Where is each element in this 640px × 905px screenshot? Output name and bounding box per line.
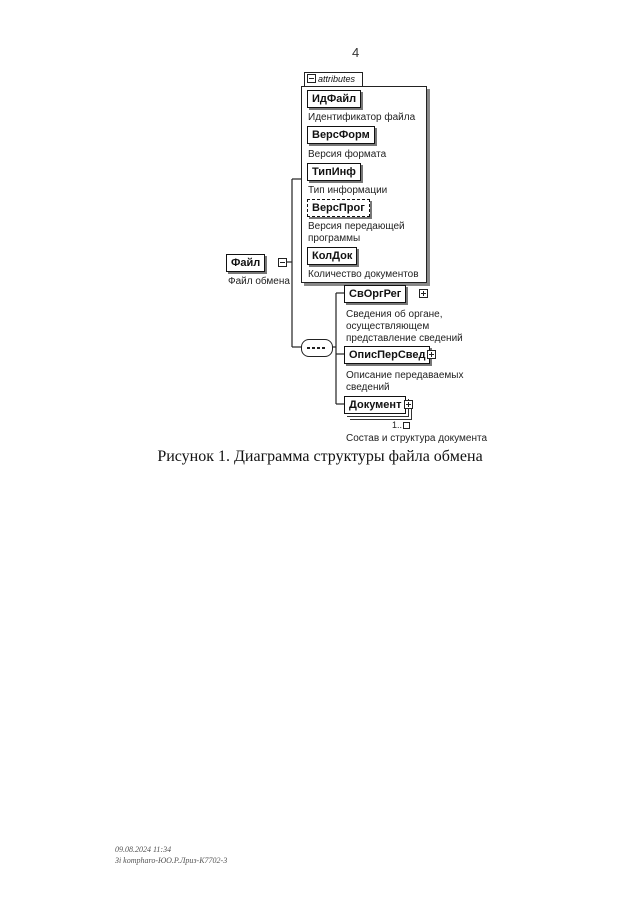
attribute-idfile-description: Идентификатор файла <box>308 112 416 123</box>
sequence-compositor-icon[interactable] <box>301 339 333 357</box>
attribute-versprog[interactable]: ВерсПрог <box>307 199 370 217</box>
attribute-versprog-description <box>308 221 405 245</box>
element-opispersved[interactable]: ОписПерСвед <box>344 346 430 364</box>
attribute-versprog-description-line-1: Версия передающей <box>308 221 405 232</box>
attributes-tab[interactable] <box>304 72 363 86</box>
element-opispersved-description <box>346 370 463 394</box>
attribute-koldok[interactable]: КолДок <box>307 247 357 265</box>
footer-reference: Зі kompharo-ЮО.Р.Лриз-К7702-3 <box>115 856 228 865</box>
element-svorgreg[interactable]: СвОргРег <box>344 285 406 303</box>
expand-icon[interactable] <box>419 289 428 298</box>
element-svorgreg-description-line-2: осуществляющем <box>346 321 430 332</box>
root-element-file[interactable]: Файл <box>226 254 265 272</box>
expand-icon[interactable] <box>404 400 413 409</box>
element-dokument-multiplicity <box>392 420 410 430</box>
multiplicity-label: 1.. <box>392 420 403 430</box>
figure-caption: Рисунок 1. Диаграмма структуры файла обмена <box>157 448 483 465</box>
element-svorgreg-description-line-1: Сведения об органе, <box>346 309 443 320</box>
attribute-tipinf[interactable]: ТипИнф <box>307 163 361 181</box>
element-opispersved-description-line-2: сведений <box>346 382 390 393</box>
element-svorgreg-description <box>346 309 463 345</box>
footer-timestamp: 09.08.2024 11:34 <box>115 845 172 854</box>
attribute-idfile[interactable]: ИдФайл <box>307 90 361 108</box>
root-element-description: Файл обмена <box>228 276 290 287</box>
attribute-versprog-description-line-2: программы <box>308 233 361 244</box>
collapse-icon[interactable] <box>307 74 316 83</box>
element-dokument[interactable]: Документ <box>344 396 406 414</box>
attribute-tipinf-description: Тип информации <box>308 185 388 196</box>
element-opispersved-description-line-1: Описание передаваемых <box>346 370 464 381</box>
attribute-versform[interactable]: ВерсФорм <box>307 126 375 144</box>
collapse-icon[interactable] <box>278 258 287 267</box>
element-svorgreg-description-line-3: представление сведений <box>346 333 463 344</box>
element-dokument-description: Состав и структура документа <box>346 433 488 444</box>
attributes-label: attributes <box>318 74 356 84</box>
attribute-koldok-description: Количество документов <box>308 269 419 280</box>
unbounded-icon <box>403 422 410 429</box>
attribute-versform-description: Версия формата <box>308 149 387 160</box>
page-number: 4 <box>352 45 360 60</box>
expand-icon[interactable] <box>427 350 436 359</box>
